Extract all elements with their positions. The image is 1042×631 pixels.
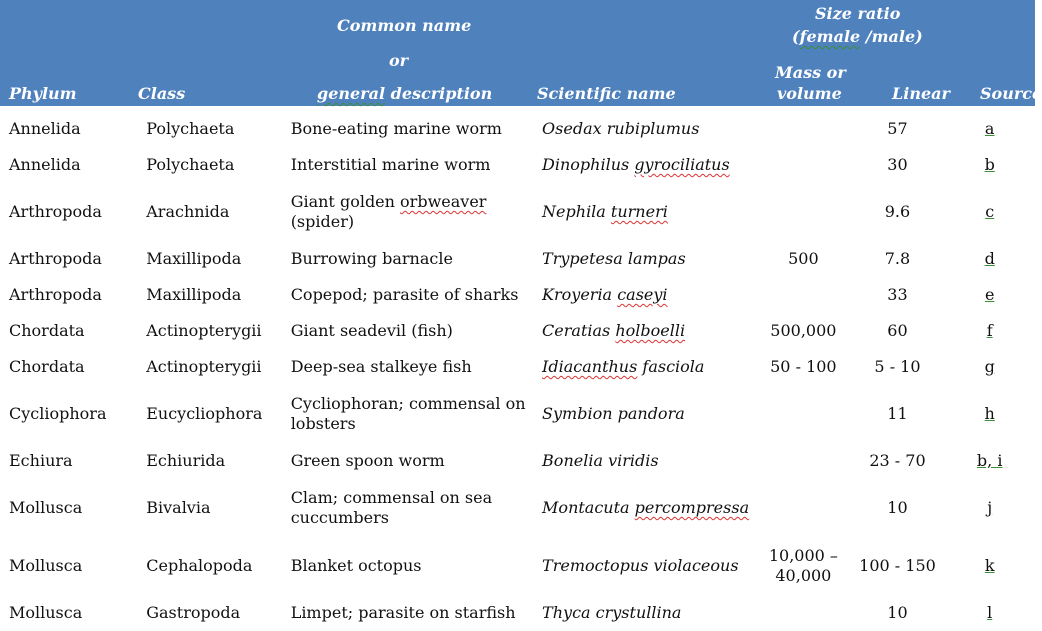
cell-class: [146, 479, 290, 537]
cell-linear: [851, 313, 945, 349]
table-row: [0, 147, 1035, 183]
cell-mass-volume: [756, 183, 850, 241]
cell-phylum-text: Chordata: [9, 321, 85, 340]
cell-mass-volume-text: 500,000: [770, 321, 837, 340]
cell-mass-volume: [756, 313, 850, 349]
cell-phylum-text: Arthropoda: [9, 285, 102, 304]
cell-scientific-name: [542, 479, 756, 537]
table-row: [0, 385, 1035, 443]
cell-common-name: [291, 147, 542, 183]
cell-source[interactable]: [944, 313, 1035, 349]
cell-linear-text: 9.6: [884, 202, 911, 221]
table-row: [0, 537, 1035, 595]
cell-source-text[interactable]: j: [987, 498, 993, 517]
header-linear: Linear: [892, 84, 950, 103]
cell-phylum-text: Cycliophora: [9, 404, 107, 423]
cell-linear: [851, 385, 945, 443]
cell-phylum-text: Echiura: [9, 451, 73, 470]
cell-scientific-name: [542, 349, 756, 385]
cell-phylum: [0, 183, 146, 241]
header-mass-line1: Mass or: [775, 63, 846, 82]
cell-common-name-text: Giant golden orbweaver (spider): [290, 192, 487, 231]
cell-source-text[interactable]: e: [984, 285, 995, 304]
cell-mass-volume: [756, 349, 850, 385]
cell-mass-volume: [756, 241, 850, 277]
cell-class-text: Maxillipoda: [146, 285, 242, 304]
cell-class-text: Cephalopoda: [146, 556, 253, 575]
header-class: Class: [138, 84, 186, 103]
cell-class: [146, 277, 290, 313]
cell-phylum-text: Annelida: [9, 119, 81, 138]
header-common-word-description: description: [385, 84, 493, 103]
cell-mass-volume: [756, 111, 850, 147]
cell-source-text[interactable]: l: [987, 603, 993, 622]
cell-common-name-text: Interstitial marine worm: [290, 155, 491, 174]
cell-scientific-name: [542, 183, 756, 241]
cell-class: [146, 385, 290, 443]
cell-scientific-name-text: Bonelia viridis: [542, 451, 659, 470]
cell-scientific-name-text: Kroyeria caseyi: [542, 285, 668, 304]
cell-class: [146, 241, 290, 277]
header-source: Source: [980, 84, 1042, 103]
cell-source[interactable]: [944, 479, 1035, 537]
cell-linear-text: 60: [887, 321, 908, 340]
cell-class: [146, 183, 290, 241]
cell-class: [146, 147, 290, 183]
cell-linear: [851, 147, 945, 183]
cell-common-name: [291, 349, 542, 385]
cell-phylum: [0, 313, 146, 349]
cell-phylum: [0, 385, 146, 443]
cell-mass-volume-text: 50 - 100: [770, 357, 837, 376]
cell-scientific-name-text: Montacuta percompressa: [542, 498, 750, 517]
cell-common-name-text: Limpet; parasite on starfish: [290, 603, 516, 622]
cell-common-name-text: Copepod; parasite of sharks: [290, 285, 519, 304]
cell-mass-volume-text: 500: [788, 249, 819, 268]
cell-source-text[interactable]: k: [984, 556, 995, 575]
cell-linear: [851, 277, 945, 313]
cell-source-text[interactable]: h: [984, 404, 995, 423]
header-size-ratio-open: (: [792, 27, 800, 46]
cell-linear-text: 10: [887, 603, 908, 622]
cell-common-name: [291, 241, 542, 277]
cell-common-name-text: Cycliophoran; commensal on lobsters: [290, 394, 526, 433]
cell-linear: [851, 479, 945, 537]
cell-class-text: Gastropoda: [146, 603, 241, 622]
cell-scientific-name: [542, 537, 756, 595]
cell-linear: [851, 537, 945, 595]
table-row: [0, 349, 1035, 385]
cell-phylum: [0, 443, 146, 479]
cell-class-text: Echiurida: [146, 451, 226, 470]
cell-phylum: [0, 241, 146, 277]
header-size-ratio-female: female: [799, 27, 861, 46]
cell-common-name: [291, 595, 542, 631]
cell-class: [146, 595, 290, 631]
cell-common-name: [291, 479, 542, 537]
cell-class: [146, 537, 290, 595]
cell-linear-text: 10: [887, 498, 908, 517]
cell-source[interactable]: [944, 147, 1035, 183]
cell-source[interactable]: [944, 595, 1035, 631]
cell-phylum-text: Arthropoda: [9, 249, 102, 268]
header-size-ratio-line2: [792, 27, 923, 46]
cell-common-name: [291, 313, 542, 349]
cell-class-text: Polychaeta: [146, 155, 235, 174]
cell-scientific-name-text: Symbion pandora: [542, 404, 685, 423]
cell-mass-volume: [756, 147, 850, 183]
cell-scientific-name-text: Thyca crystullina: [542, 603, 682, 622]
cell-class: [146, 111, 290, 147]
cell-linear: [851, 595, 945, 631]
cell-linear: [851, 349, 945, 385]
cell-source[interactable]: [944, 277, 1035, 313]
cell-linear: [851, 183, 945, 241]
cell-phylum: [0, 111, 146, 147]
cell-class-text: Bivalvia: [146, 498, 211, 517]
cell-source[interactable]: [944, 385, 1035, 443]
header-scientific: Scientific name: [537, 84, 676, 103]
cell-class-text: Actinopterygii: [146, 357, 262, 376]
cell-mass-volume: [756, 385, 850, 443]
cell-phylum-text: Annelida: [9, 155, 81, 174]
header-common-line1: Common name: [337, 16, 472, 35]
cell-class-text: Maxillipoda: [146, 249, 242, 268]
header-size-ratio-male: /male): [860, 27, 923, 46]
table-row: [0, 595, 1035, 631]
cell-source-text[interactable]: f: [986, 321, 993, 340]
header-common-line3: [317, 84, 492, 103]
cell-phylum-text: Mollusca: [9, 498, 83, 517]
cell-phylum: [0, 349, 146, 385]
cell-mass-volume: [756, 537, 850, 595]
cell-source[interactable]: [944, 183, 1035, 241]
cell-common-name-text: Clam; commensal on sea cuccumbers: [290, 488, 493, 527]
table-row: [0, 277, 1035, 313]
cell-scientific-name-text: Idiacanthus fasciola: [542, 357, 705, 376]
cell-scientific-name-text: Nephila turneri: [542, 202, 668, 221]
cell-class-text: Eucycliophora: [146, 404, 263, 423]
cell-linear-text: 23 - 70: [869, 451, 926, 470]
table-row: [0, 183, 1035, 241]
cell-common-name-text: Deep-sea stalkeye fish: [290, 357, 472, 376]
cell-source-text[interactable]: g: [984, 357, 995, 376]
table-row: [0, 313, 1035, 349]
cell-phylum-text: Chordata: [9, 357, 85, 376]
table-row: [0, 443, 1035, 479]
cell-common-name: [291, 443, 542, 479]
cell-linear-text: 33: [887, 285, 908, 304]
cell-phylum-text: Mollusca: [9, 603, 83, 622]
cell-scientific-name: [542, 385, 756, 443]
cell-class-text: Polychaeta: [146, 119, 235, 138]
cell-linear: [851, 111, 945, 147]
cell-source[interactable]: [944, 349, 1035, 385]
cell-phylum: [0, 147, 146, 183]
cell-linear-text: 30: [887, 155, 908, 174]
table-row: [0, 479, 1035, 537]
cell-source-text[interactable]: b, i: [976, 451, 1003, 470]
cell-common-name-text: Burrowing barnacle: [290, 249, 453, 268]
cell-scientific-name: [542, 443, 756, 479]
cell-source-text[interactable]: c: [985, 202, 995, 221]
cell-common-name-text: Giant seadevil (fish): [290, 321, 453, 340]
cell-source-text[interactable]: b: [984, 155, 995, 174]
table-header: [0, 0, 1042, 106]
cell-scientific-name-text: Dinophilus gyrociliatus: [542, 155, 730, 174]
cell-mass-volume-text: 10,000 – 40,000: [768, 546, 838, 585]
cell-linear-text: 57: [887, 119, 908, 138]
cell-common-name: [291, 537, 542, 595]
cell-scientific-name: [542, 241, 756, 277]
header-mass-line2: volume: [777, 84, 842, 103]
cell-mass-volume: [756, 277, 850, 313]
cell-source[interactable]: [944, 241, 1035, 277]
cell-linear-text: 100 - 150: [859, 556, 936, 575]
cell-common-name-text: Green spoon worm: [290, 451, 445, 470]
cell-phylum: [0, 537, 146, 595]
cell-scientific-name: [542, 595, 756, 631]
cell-scientific-name: [542, 313, 756, 349]
cell-class-text: Actinopterygii: [146, 321, 262, 340]
cell-class: [146, 313, 290, 349]
cell-scientific-name-text: Ceratias holboelli: [542, 321, 686, 340]
cell-source[interactable]: [944, 537, 1035, 595]
cell-phylum: [0, 595, 146, 631]
cell-phylum: [0, 277, 146, 313]
cell-linear-text: 11: [887, 404, 908, 423]
cell-linear-text: 7.8: [884, 249, 911, 268]
cell-common-name-text: Blanket octopus: [290, 556, 422, 575]
cell-mass-volume: [756, 595, 850, 631]
cell-scientific-name-text: Tremoctopus violaceous: [542, 556, 739, 575]
cell-linear-text: 5 - 10: [874, 357, 921, 376]
cell-phylum: [0, 479, 146, 537]
cell-linear: [851, 241, 945, 277]
cell-source[interactable]: [944, 111, 1035, 147]
cell-class-text: Arachnida: [146, 202, 230, 221]
table-row: [0, 241, 1035, 277]
cell-common-name-text: Bone-eating marine worm: [290, 119, 502, 138]
header-size-ratio-line1: Size ratio: [815, 4, 901, 23]
cell-scientific-name: [542, 277, 756, 313]
cell-class: [146, 349, 290, 385]
cell-scientific-name-text: Trypetesa lampas: [542, 249, 686, 268]
cell-mass-volume: [756, 479, 850, 537]
cell-scientific-name-text: Osedax rubiplumus: [542, 119, 700, 138]
header-phylum: Phylum: [9, 84, 77, 103]
table-row: [0, 111, 1035, 147]
cell-mass-volume: [756, 443, 850, 479]
table-body: [0, 111, 1035, 631]
cell-scientific-name: [542, 147, 756, 183]
header-common-word-general: general: [317, 84, 386, 103]
cell-phylum-text: Mollusca: [9, 556, 83, 575]
cell-scientific-name: [542, 111, 756, 147]
cell-class: [146, 443, 290, 479]
cell-source-text[interactable]: d: [984, 249, 995, 268]
cell-common-name: [291, 385, 542, 443]
cell-common-name: [291, 111, 542, 147]
cell-common-name: [291, 183, 542, 241]
cell-source[interactable]: [944, 443, 1035, 479]
header-common-line2: or: [389, 51, 409, 70]
cell-linear: [851, 443, 945, 479]
cell-phylum-text: Arthropoda: [9, 202, 102, 221]
cell-source-text[interactable]: a: [984, 119, 995, 138]
cell-common-name: [291, 277, 542, 313]
